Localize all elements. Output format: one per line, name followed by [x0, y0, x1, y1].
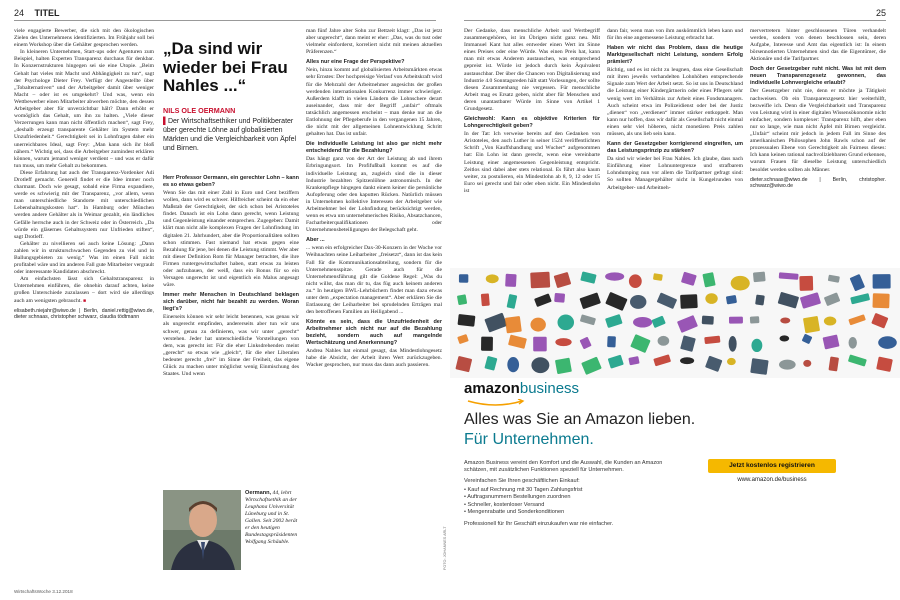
supply-item: [607, 336, 616, 347]
interview-question: Könnte es sein, dass die Unzufriedenheit der Arbeitnehmer sich nicht nur auf die Bezahlung bezieht, sondern auch auf mangelnde Wertschätzung und Anerkennung?: [306, 319, 442, 347]
article-column-1: [14, 28, 154, 548]
ad-feature-list: [464, 487, 664, 517]
article-column-6: [750, 28, 886, 263]
article-column-4: [464, 28, 600, 263]
supply-item: [555, 358, 572, 375]
interview-question: Aber ...: [306, 237, 325, 244]
supply-item: [658, 336, 670, 346]
interview-answer: Andrea Nahles hat einmal gesagt, das Mindestlohngesetz habe die Absicht, der Arbeit ihren Wert zurückzugeben. Wacker gesprochen, nur muss das dann auch passieren.: [306, 348, 442, 369]
supply-item: [849, 337, 857, 349]
supply-item: [555, 338, 571, 346]
page-number-left: 24 TITEL: [14, 8, 60, 18]
interview-question: Kann der Gesetzgeber korrigierend eingreifen, um das Leistungsprinzip zu stärken?: [607, 141, 743, 155]
supply-item: [872, 293, 889, 308]
supply-item: [753, 272, 766, 283]
supply-item: [558, 315, 575, 331]
paragraph: viele engagierte Bewerber, die sich mit den ökologischen Zielen des Unternehmens identifizierten. Im Frühjahr soll bei einem Workshop über die Gehälter gesprochen werden.: [14, 28, 154, 49]
interview-question: Herr Professor Oermann, ein gerechter Lohn – kann es so etwas geben?: [163, 175, 299, 188]
supply-item: [702, 316, 714, 325]
ad-closing: Professionell für Ihr Geschäft einzukaufen war nie einfacher.: [464, 521, 614, 527]
supply-item: [680, 294, 698, 309]
supply-item: [486, 274, 499, 283]
ad-feature-item: • Kauf auf Rechnung mit 30 Tagen Zahlungsfrist: [464, 487, 664, 494]
footer-publication: WirtschaftsWoche 3.12.2018: [14, 589, 73, 594]
page-number-right: 25: [875, 8, 886, 18]
register-button[interactable]: Jetzt kostenlos registrieren: [708, 459, 836, 473]
article-column-5: [607, 28, 743, 263]
end-mark: ■: [81, 298, 87, 304]
portrait-caption: Oermann, 44, lehrt Wirtschaftsethik an der Leuphana Universität Lüneburg und in St. Gallen. Seit 2002 berät er den heutigen Bundestagspräsidenten Wolfgang Schäuble.: [245, 490, 298, 545]
interview-question: Immer mehr Menschen in Deutschland beklagen sich darüber, nicht fair bezahlt zu werden. Woran liegt’s?: [163, 292, 299, 313]
supply-item: [729, 336, 737, 352]
supply-item: [457, 294, 467, 305]
supply-item: [530, 318, 545, 332]
office-supplies-image: [450, 268, 900, 378]
article-lead: ▌Der Wirtschaftsethiker und Politikberater über gerechte Löhne auf globalisierten Märkten und die Vergleichbarkeit von Äpfel und Birnen.: [163, 118, 297, 152]
section-label: TITEL: [34, 8, 60, 18]
supply-item: [507, 357, 519, 372]
paragraph: Gehälter zu nivellieren sei auch keine Lösung: „Dann zahlen wir in strukturschwachen Gegenden zu viel und in Ballungsgebieten zu wenig.“ Was im einen Fall nicht profitabel wäre und im anderen Fall gute Mitarbeiter vergrault oder interessante Kandidaten abschreckt.: [14, 240, 154, 276]
interview-answer: mervertretern hinter geschlossenen Türen verhandelt werden, sondern von denen beschlossen sein, deren Aufgabe, Interesse und Amt das eigentlich ist: In einem börsennotierten Unternehmen sind das die Eigentümer, die Aktionäre und die Tarifpartner.: [750, 28, 886, 63]
interview-answer: Einerseits können wir sehr leicht benennen, was genau wir als ungerecht empfinden, andererseits aber tun wir uns schwer, genau zu definieren, was wir unter „gerecht“ verstehen. Jeder hat unterschiedliche Vorstellungen von dem, was gerecht ist: Für die eher Linksdrehenden meint „gerecht“ so etwas wie „gleich“, für die eher Liberalen bedeutet gerecht „frei“ im Sinne der Freiheit, das eigene Glück zu machen unter möglichst wenig Einmischung des Staates. Und wenn: [163, 314, 299, 378]
supply-item: [779, 360, 796, 370]
interview-answer: Da sind wir wieder bei Frau Nahles. Ich glaube, dass nach Einführung einer Lohnuntergrenze und strafbarem Lohndumping nun vor allem die Tarifpartner gefragt sind: So sollten Managergehälter nicht in Kungelrunden von Arbeitgeber- und Arbeitneh-: [607, 156, 743, 191]
header-rule: [14, 20, 436, 21]
ad-list-title: Vereinfachen Sie Ihren geschäftlichen Einkauf:: [464, 478, 580, 484]
article-column-2: [163, 172, 299, 487]
supply-item: [726, 295, 737, 305]
amazon-business-ad[interactable]: [450, 268, 900, 600]
supply-item: [630, 295, 646, 309]
supply-item: [533, 337, 547, 352]
supply-item: [531, 357, 549, 373]
interview-answer: Das hängt ganz von der Art der Leistung ab und ihrem Erbringungsort. Im Profifußball kommt es auf die individuelle Leistung an, zugleich sind die in dieser Industrie bezahlten Spitzenlöhne astronomisch. In der Krankenpflege hingegen dankt einem keiner die persönliche Aufopferung oder den kaputten Rücken. Natürlich müssen in Unternehmen kollektive Interessen der Arbeitgeber wie Arbeitnehmer bei der Lohnfindung berücksichtigt werden, wenn es etwa um unternehmerisches Risiko, Absatzchancen, Facharbeiterqualifikationen oder Unternehmensbeteiligungen der Belegschaft geht.: [306, 156, 442, 234]
ad-feature-item: • Auftragsnummern Bestellungen zuordnen: [464, 494, 664, 501]
supply-item: [731, 276, 750, 291]
amazon-business-logo: amazonbusiness: [464, 380, 580, 397]
supply-item: [755, 295, 765, 306]
interview-question: Die individuelle Leistung ist also gar nicht mehr entscheidend für die Bezahlung?: [306, 141, 442, 155]
photo-credit: FOTO: JOHANNES ARLT: [443, 526, 447, 570]
supply-item: [780, 317, 790, 323]
supply-item: [873, 274, 891, 289]
header-rule-right: [464, 20, 886, 21]
supply-item: [878, 336, 897, 349]
supply-item: [780, 335, 790, 341]
supply-item: [751, 339, 762, 352]
supply-item: [633, 317, 652, 327]
supply-item: [680, 357, 694, 364]
article-headline: „Da sind wir wieder bei Frau Nahles ...“: [163, 39, 288, 95]
supply-item: [505, 316, 522, 333]
interview-answer: Richtig, und es ist nicht zu leugnen, dass eine Gesellschaft mit ihren jeweils verhandelten Lohnhöhen entsprechende Signale zum Wert der Arbeit setzt. So ist uns in Deutschland die Leistung einer Kindergärtnerin oder eines Pflegers sehr wenig wert im Verhältnis zur Arbeit eines Fondsmanagers. Auch scheint etwa im Polizeidienst oder bei der Justiz „dienen“ von „verdienen“ immer stärker entkoppelt. Man kann nur hoffen, dass wir dafür als Gesellschaft nicht einmal einen sehr viel höheren, nicht monetären Preis zahlen müssen, als uns lieb sein kann.: [607, 67, 743, 138]
article-author: NILS OLE OERMANN: [163, 106, 236, 115]
supply-item: [458, 314, 476, 327]
ad-tagline-2: Für Unternehmen.: [464, 431, 594, 448]
supply-item: [705, 293, 717, 304]
supply-item: [530, 272, 550, 289]
supply-item: [750, 358, 768, 375]
ad-tagline-1: Alles was Sie an Amazon lieben.: [464, 411, 696, 428]
interview-answer: Der Gesetzgeber ruht nie, denn er möchte ja Tätigkeit nachweisen. Ob ein Transparenzgesetz hier weiterhilft, bezweifle ich. Denn die Vergleichbarkeit und Transparenz von Leistung wird in einer digitalen Wissensökonomie nicht einfacher, sondern komplexer: Transparenz hilft, aber eben nur so lange, wie man nicht Äpfel mit Birnen vergleicht. „Unfair“ scheint mir jedoch in jedem Fall im Sinne des amerikanischen Philosophen John Rawls schon auf der prozessualen Ebene von Gerechtigkeit als Fairness dieses: Ich kann keinen rational nachvollziehbaren Grund erkennen, warum Frauen für dieselbe Leistung unterschiedlich besoldet werden sollten als Männer.: [750, 88, 886, 173]
interview-question: Haben wir nicht das Problem, dass die heutige Marktgesellschaft nicht Leistung, sondern Erfolg prämiert?: [607, 45, 743, 66]
supply-item: [729, 317, 743, 324]
supply-item: [803, 360, 811, 367]
supply-item: [505, 274, 516, 287]
supply-item: [727, 358, 736, 365]
interview-answer: ... wenn ein erfolgreicher Dax-30-Konzern in der Woche vor Weihnachten seine Leiharbeiter „freisetzt“, dann ist das kein Fall für die Kommunikationsabteilung, sondern für die Unternehmensspitze. Gerade auch für die Unternehmensführung gilt die Goldene Regel: „Was du nicht willst, das man dir tu, das füg auch keinem anderen zu.“ In heutigen BWL-Lehrbüchern findet man dazu etwas unter dem „expectation management“. Aber erklären Sie die Entlassung der Leiharbeiter bei sprudelnden Erträgen mal den betroffenen Familien an Heiligabend ...: [306, 245, 442, 316]
supply-item: [459, 274, 468, 282]
interview-question: Alles nur eine Frage der Perspektive?: [306, 59, 405, 66]
right-page: [450, 0, 900, 600]
article-column-3: [306, 28, 442, 583]
interview-answer: In der Tat: Ich verweise bereits auf den Gedanken von Aristoteles, den auch Luther in seiner 1524 veröffentlichten Schrift „Von Kauffshandlung und Wucher“ aufgenommen hat: Ein Lohn ist dann gerecht, wenn eine vereinbarte Leistung einer angemessenen Gegenleistung entspricht. Zeitlos sind dabei aber stets relational. Es führt also kaum weiter, zu postulieren, ein Mindestlohn ab 8, 9, 12 oder 15 Euro sei gerecht und fair oder eben nicht. Ein Mindestlohn ist: [464, 131, 600, 194]
author-signature: dieter.schnaas@wiwo.de | Berlin, christopher. schwarz@wiwo.de: [750, 176, 886, 190]
paragraph: Am einfachsten lässt sich Gehaltstransparenz in Unternehmen einführen, die ohnehin darauf achten, keine großen Unterschiede zuzulassen – dort wird sie allerdings auch am wenigsten gebraucht. ■: [14, 276, 154, 304]
author-signature: elisabeth.niejahr@wiwo.de | Berlin, daniel.rettig@wiwo.de, dieter schnaas, christopher schwarz, claudia tödtmann: [14, 307, 154, 321]
paragraph: Diese Erfahrung hat auch der Transparenz-Vordenker Adi Drotleff gemacht. Generell findet er die Idee immer noch charmant. Doch wie gesagt, sobald eine Firma expandiere, werde es schwierig mit der Transparenz, „vor allem, wenn man unterschiedliche Standorte mit unterschiedlichen Lebenshaltungskosten hat“. In Hamburg oder München werden andere Gehälter als in Weimar gezahlt, ein ländliches Gefälle herrsche auch in der Schweiz oder in Österreich. „Da würde ein gläsernes Gehaltssystem nur Unfrieden stiften“, sagt Drotleff.: [14, 169, 154, 240]
supply-item: [554, 293, 565, 303]
supply-item: [481, 337, 493, 351]
ad-intro: Amazon Business vereint den Komfort und die Auswahl, die Kunden an Amazon schätzen, mit zusätzlichen Funktionen speziell für Unternehmen.: [464, 460, 663, 474]
amazon-smile-icon: [466, 399, 526, 407]
supply-item: [629, 274, 642, 288]
interview-question: Gleichwohl: Kann es objektive Kriterien für Lohngerechtigkeit geben?: [464, 116, 600, 130]
supply-item: [481, 293, 490, 306]
interview-answer: Der Gedanke, dass menschliche Arbeit und Wertbegriff zusammengehören, ist im Übrigen nicht ganz neu. Mit Immanuel Kant hat alles entweder einen Wert im Sinne eines Preises oder eine Würde. Was einen Preis hat, kann man mit etwas Anderem austauschen, was entsprechend gepreist ist. Würde ist jedoch durch kein Äquivalent austauschbar. Der über die Chancen von Digitalisierung und Industrie 4.0 Sonntagsreden hält statt Vorlesungen, der sollte diesen Zusammenhang nie vergessen. Für menschliche Arbeit mag es Ersatz geben, nicht aber für Menschen und deren unantastbarer Würde im Sinne von Artikel 1 Grundgesetz.: [464, 28, 600, 113]
supply-item: [824, 317, 836, 326]
supply-item: [803, 316, 820, 333]
interview-answer: Nein, hinzu kommt auf globalisierten Arbeitsmärkten etwas sehr Ernstes: Der hochpreisige Verlauf von Arbeitskraft wird für die Mehrzahl der Arbeitnehmer angesichts der großen werdenden internationalen Konkurrenz immer schwieriger. Außerdem klafft in vielen Ländern die Lohnschere derart auseinander, dass mir der Begriff „unfair“ oftmals tatsächlich angemessen erscheint – man denke nur an die Entlohnung der Pflegeberufe in den vergangenen 15 Jahren, die nicht mit der allgemeinen Lohnentwicklung Schritt gehalten hat. Das ist unfair.: [306, 67, 442, 138]
interview-answer: dann fair, wenn man von ihm auskömmlich leben kann und für ihn eine angemessene Leistung erbracht hat.: [607, 28, 743, 42]
supply-item: [605, 272, 624, 280]
ad-feature-item: • Schneller, kostenloser Versand: [464, 502, 664, 509]
interview-answer: man fünf Jahre alter Sohn zur Bettzeit klagt: „Das ist jetzt aber ungerecht“, dann meint er eher: „Das, was du tust oder vielmehr einforderst, korreliert nicht mit meinen aktuellen Präferenzen.“: [306, 28, 442, 56]
supply-item: [799, 276, 813, 291]
paragraph: In kleineren Unternehmen, Start-ups oder Agenturen zum Beispiel, halten Experten Transparenz durchaus für denkbar. In Konzernstrukturen hingegen sei sie eine Utopie. „Beim Gehalt hat vieles mit Macht und Abhängigkeit zu tun“, sagt der Psychologe Dieter Frey. Verfügt der Angestellte über „Tobalternativen“ und der Arbeitgeber damit über weniger Macht – oder ist es umgekehrt? Und was, wenn ein Wettbewerber einen Mitarbeiter abwerben möchte, den dessen Arbeitgeber aber für unverzichtbar hält? Dann erhöht er womöglich das Gehalt, um ihn zu halten. „Viele dieser Verzerrungen kann man nicht öffentlich machen“, sagt Frey, „deshalb erzeugt transparente Gehälter im System mehr Unzufriedenheit.“ Gerechtigkeit sei in Lohnfragen daher ein unerreichbares Ideal, sagt Frey: „Man kann sich ihr bloß nähern.“ Wichtig sei, dass die Arbeitgeber zumindest erklären können, warum jemand weniger verdient – und was er dafür tun muss, um mehr Gehalt zu bekommen.: [14, 49, 154, 169]
interview-answer: Wenn Sie das mit einer Zahl in Euro und Cent beziffern wollen, dann wird es schwer. Hilfreicher scheint da ein eher Maßstab der Gerechtigkeit, der sich schon bei Aristoteles findet. Danach ist ein Lohn dann gerecht, wenn Leistung und Gegenleistung einander entsprechen. Zugegeben: Damit klärt man nicht alle komplexen Fragen der Lohnfindung im digitalen 21. Jahrhundert, aber die Proportionalitäten sollten schon stimmen. Fast niemand hat etwas gegen eine Bezahlung für jene, bei denen die Leistung stimmt. Wer aber mit dieser Definition Rom für Manager betrachtet, die ihre Firmen runtergewirtschaftet haben, statt etwas zu leisten oder aufzubauen, der weiß, dass ein Bonus für so ein Versagen ungerecht ist und eigentlich ein Malus angesagt wäre.: [163, 190, 299, 289]
interview-question: Doch der Gesetzgeber ruht nicht. Was ist mit dem neuen Transparenzgesetz gewonnen, das individuelle Lohnvergleiche erlaubt?: [750, 66, 886, 87]
ad-url-link[interactable]: www.amazon.de/business: [737, 477, 807, 483]
supply-item: [750, 316, 760, 323]
portrait-photo: [163, 490, 241, 570]
ad-feature-item: • Mengenrabatte und Sonderkonditionen: [464, 509, 664, 516]
